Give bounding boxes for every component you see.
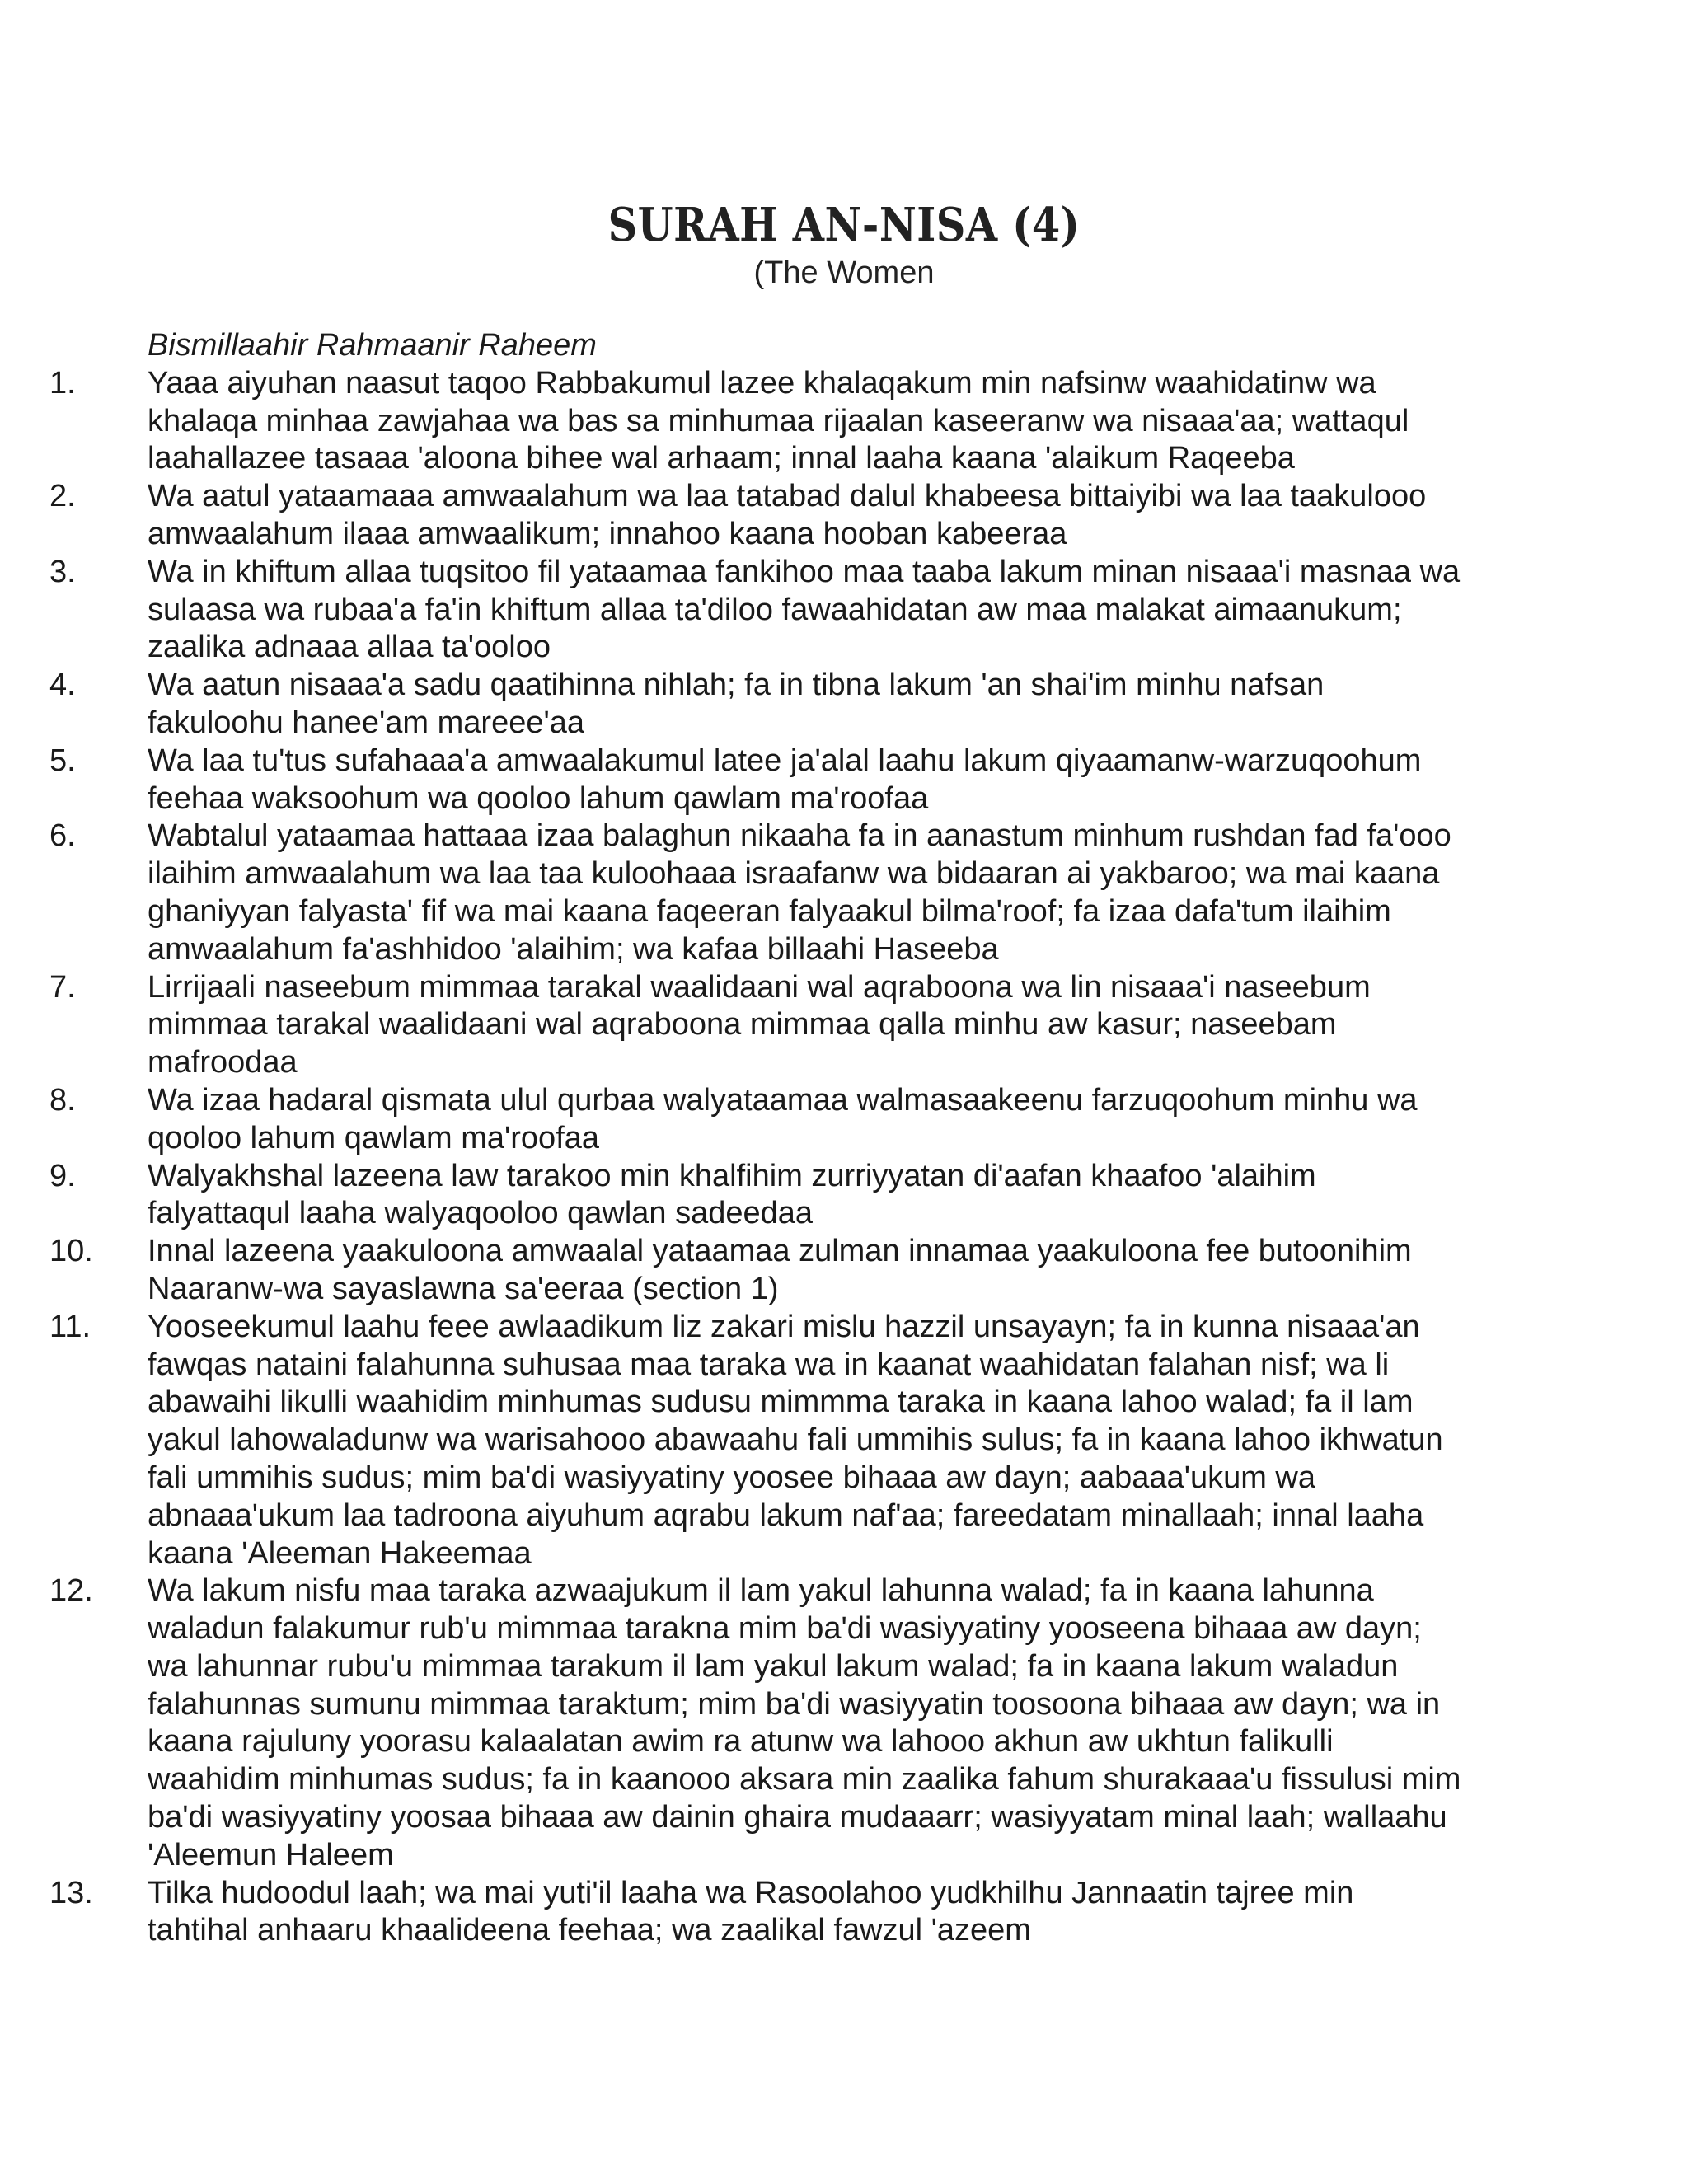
verse-line: Yooseekumul laahu feee awlaadikum liz zakari mislu hazzil unsayayn; fa in kunna nisaaa'an [148,1309,1420,1344]
verse [0,1572,1688,1874]
verse-line: falyattaqul laaha walyaqooloo qawlan sadeedaa [148,1196,814,1231]
page-title: SURAH AN-NISA (4) [607,198,1081,252]
verse [0,1158,1688,1234]
verses-container [0,365,1688,1950]
verse-text [148,743,1532,818]
verse-line: Wa aatul yataamaaa amwaalahum wa laa tatabad dalul khabeesa bittaiyibi wa laa taakulooo [148,479,1427,514]
verse [0,1309,1688,1573]
verse-line: fawqas nataini falahunna suhusaa maa taraka wa in kaanat waahidatan falahan nisf; wa li [148,1347,1390,1382]
verse-line: Wa lakum nisfu maa taraka azwaajukum il lam yakul lahunna walad; fa in kaana lahunna [148,1573,1374,1609]
verse-line: Wa aatun nisaaa'a sadu qaatihinna nihlah; fa in tibna lakum 'an shai'im minhu nafsan [148,668,1325,703]
verse-line: ilaihim amwaalahum wa laa taa kuloohaaa israafanw wa bidaaran ai yakbaroo; wa mai kaana [148,856,1440,892]
verse-list [0,327,1688,1950]
verse-line: falahunnas sumunu mimmaa taraktum; mim ba'di wasiyyatin toosoona bihaaa aw dayn; wa in [148,1686,1441,1722]
verse-text [148,969,1532,1082]
verse-line: waahidim minhumas sudus; fa in kaanooo aksara min zaalika fahum shurakaaa'u fissulusi mim [148,1762,1461,1797]
verse-number: 3. [49,554,76,589]
verse-text [148,1875,1532,1951]
verse-line: mimmaa tarakal waalidaani wal aqraboona mimmaa qalla minhu aw kasur; naseebam [148,1007,1337,1043]
verse-text [148,365,1532,478]
verse-number: 4. [49,668,76,703]
verse-line: Yaaa aiyuhan naasut taqoo Rabbakumul lazee khalaqakum min nafsinw waahidatinw wa [148,365,1376,401]
page-subtitle: (The Women [753,255,935,290]
verse-line: 'Aleemun Haleem [148,1837,394,1872]
verse-line: Naaranw-wa sayaslawna sa'eeraa (section 1) [148,1271,779,1306]
verse [0,365,1688,478]
verse-line: abnaaa'ukum laa tadroona aiyuhum aqrabu lakum naf'aa; fareedatam minallaah; innal laaha [148,1497,1424,1533]
verse-number: 13. [49,1875,93,1910]
verse-line: tahtihal anhaaru khaalideena feehaa; wa zaalikal fawzul 'azeem [148,1913,1031,1948]
verse [0,478,1688,554]
verse-number: 6. [49,818,76,854]
verse-text [148,818,1532,968]
verse-text [148,667,1532,743]
verse-text [148,478,1532,554]
verse-line: sulaasa wa rubaa'a fa'in khiftum allaa ta'diloo fawaahidatan aw maa malakat aimaanukum; [148,592,1402,627]
verse-line: waladun falakumur rub'u mimmaa tarakna mim ba'di wasiyyatiny yooseena bihaaa aw dayn; [148,1611,1422,1647]
verse [0,743,1688,818]
verse-number: 5. [49,743,76,778]
verse-line: ba'di wasiyyatiny yoosaa bihaaa aw dainin ghaira mudaaarr; wasiyyatam minal laah; wallaahu [148,1800,1447,1835]
verse-line: yakul lahowaladunw wa warisahooo abawaahu fali ummihis sulus; fa in kaana lahoo ikhwatun [148,1422,1443,1458]
verse-line: Wa in khiftum allaa tuqsitoo fil yataamaa fankihoo maa taaba lakum minan nisaaa'i masnaa wa [148,554,1461,589]
verse-line: amwaalahum fa'ashhidoo 'alaihim; wa kafaa billaahi Haseeba [148,931,999,967]
verse-line: zaalika adnaaa allaa ta'ooloo [148,630,551,665]
verse-line: qooloo lahum qawlam ma'roofaa [148,1120,600,1155]
verse-number: 8. [49,1082,76,1118]
verse-line: fali ummihis sudus; mim ba'di wasiyyatiny yoosee bihaaa aw dayn; aabaaa'ukum wa [148,1460,1316,1495]
verse [0,1082,1688,1158]
verse-number: 7. [49,969,76,1005]
verse-text [148,554,1532,667]
verse-line: laahallazee tasaaa 'aloona bihee wal arhaam; innal laaha kaana 'alaikum Raqeeba [148,441,1295,476]
verse-line: Tilka hudoodul laah; wa mai yuti'il laaha wa Rasoolahoo yudkhilhu Jannaatin tajree min [148,1875,1354,1910]
verse [0,667,1688,743]
verse-text [148,1233,1532,1309]
verse [0,554,1688,667]
verse-line: fakuloohu hanee'am mareee'aa [148,705,584,740]
verse-text [148,1572,1532,1874]
verse [0,1233,1688,1309]
verse-line: Lirrijaali naseebum mimmaa tarakal waalidaani wal aqraboona wa lin nisaaa'i naseebum [148,969,1371,1005]
verse-line: feehaa waksoohum wa qooloo lahum qawlam ma'roofaa [148,780,929,816]
verse-line: Innal lazeena yaakuloona amwaalal yataamaa zulman innamaa yaakuloona fee butoonihim [148,1234,1412,1269]
verse-line: Wa izaa hadaral qismata ulul qurbaa walyataamaa walmasaakeenu farzuqoohum minhu wa [148,1082,1418,1118]
verse-number: 12. [49,1573,93,1609]
verse [0,1875,1688,1951]
verse [0,818,1688,968]
verse [0,969,1688,1082]
verse-number: 10. [49,1234,93,1269]
verse-line: Wabtalul yataamaa hattaaa izaa balaghun nikaaha fa in aanastum minhum rushdan fad fa'ooo [148,818,1451,854]
verse-line: kaana 'Aleeman Hakeemaa [148,1535,532,1571]
verse-line: khalaqa minhaa zawjahaa wa bas sa minhumaa rijaalan kaseeranw wa nisaaa'aa; wattaqul [148,403,1409,438]
verse-number: 9. [49,1158,76,1193]
verse-line: Walyakhshal lazeena law tarakoo min khalfihim zurriyyatan di'aafan khaafoo 'alaihim [148,1158,1316,1193]
verse-line: Wa laa tu'tus sufahaaa'a amwaalakumul latee ja'alal laahu lakum qiyaamanw-warzuqoohum [148,743,1422,778]
verse-line: abawaihi likulli waahidim minhumas sudusu mimmma taraka in kaana lahoo walad; fa il lam [148,1385,1414,1420]
verse-number: 11. [49,1309,91,1344]
verse-line: ghaniyyan falyasta' fif wa mai kaana faqeeran falyaakul bilma'roof; fa izaa dafa'tum ilaihim [148,893,1391,929]
verse-number: 2. [49,479,76,514]
verse-line: amwaalahum ilaaa amwaalikum; innahoo kaana hooban kabeeraa [148,516,1067,551]
verse-text [148,1309,1532,1573]
verse-line: wa lahunnar rubu'u mimmaa tarakum il lam yakul lakum walad; fa in kaana lakum waladun [148,1648,1399,1684]
verse-text [148,1082,1532,1158]
verse-text [148,1158,1532,1234]
bismillah-line: Bismillaahir Rahmaanir Raheem [148,328,597,363]
verse-number: 1. [49,365,76,401]
verse-line: kaana rajuluny yoorasu kalaalatan awim ra atunw wa lahooo akhun aw ukhtun falikulli [148,1724,1334,1760]
verse-line: mafroodaa [148,1045,298,1080]
